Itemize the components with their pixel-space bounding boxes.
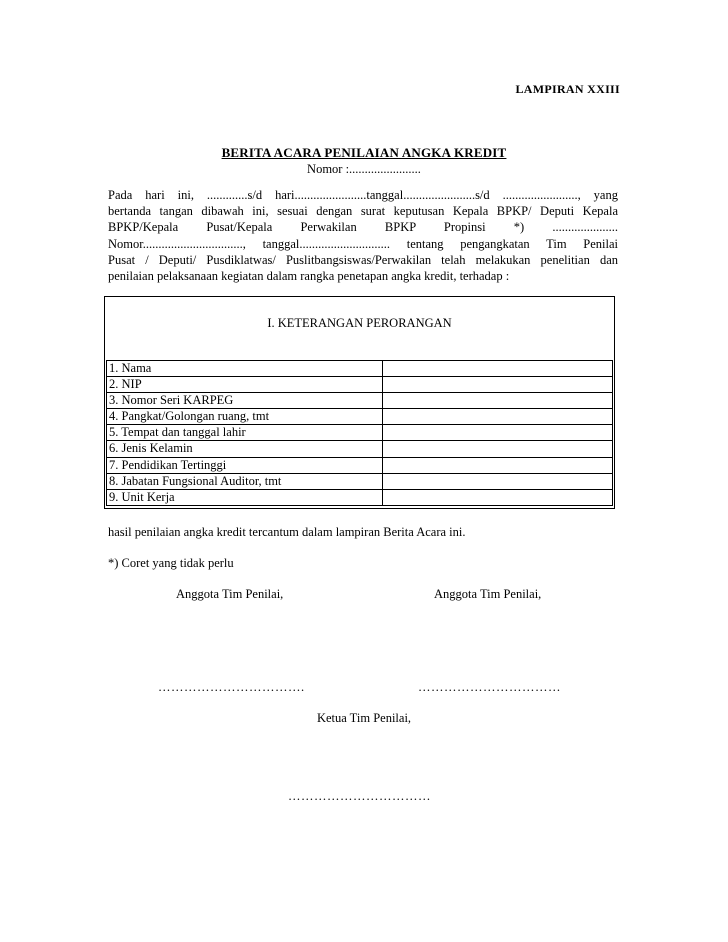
footnote: *) Coret yang tidak perlu xyxy=(108,556,234,570)
intro-paragraph xyxy=(108,187,618,284)
section-title: I. KETERANGAN PERORANGAN xyxy=(267,316,452,330)
table-row xyxy=(107,425,613,441)
table-row xyxy=(107,409,613,425)
table-row xyxy=(107,489,613,505)
row-label: 4. Pangkat/Golongan ruang, tmt xyxy=(107,409,383,425)
signature-line-left: ……………………………. xyxy=(158,680,305,694)
row-value xyxy=(383,409,613,425)
signature-line-chair: …………………………… xyxy=(288,789,431,803)
row-label: 2. NIP xyxy=(107,377,383,393)
table-row xyxy=(107,441,613,457)
table-row xyxy=(107,393,613,409)
personal-info-table xyxy=(106,360,613,506)
signatory-member-left: Anggota Tim Penilai, xyxy=(176,587,284,601)
row-label: 1. Nama xyxy=(107,361,383,377)
row-label: 3. Nomor Seri KARPEG xyxy=(107,393,383,409)
document-title: BERITA ACARA PENILAIAN ANGKA KREDIT xyxy=(221,145,507,160)
signature-line-right: …………………………… xyxy=(418,680,561,694)
row-label: 5. Tempat dan tanggal lahir xyxy=(107,425,383,441)
row-value xyxy=(383,393,613,409)
table-row xyxy=(107,473,613,489)
row-value xyxy=(383,473,613,489)
row-value xyxy=(383,489,613,505)
signatory-chair: Ketua Tim Penilai, xyxy=(316,711,412,725)
document-number: Nomor :....................... xyxy=(307,162,421,176)
table-row xyxy=(107,377,613,393)
table-row xyxy=(107,361,613,377)
intro-line: Nomor................................, tanggal............................. tentang pengangkatan Tim Penilai xyxy=(108,236,618,251)
row-value xyxy=(383,457,613,473)
intro-line: BPKP/Kepala Pusat/Kepala Perwakilan BPKP Propinsi *) ..................... xyxy=(108,220,618,235)
row-label: 6. Jenis Kelamin xyxy=(107,441,383,457)
row-value xyxy=(383,425,613,441)
intro-line: Pada hari ini, .............s/d hari.......................tanggal.......................s/d ........................, yang xyxy=(108,188,618,202)
intro-line: bertanda tangan dibawah ini, sesuai dengan surat keputusan Kepala BPKP/ Deputi Kepala xyxy=(108,204,618,219)
table-row xyxy=(107,457,613,473)
row-value xyxy=(383,361,613,377)
intro-line: penilaian pelaksanaan kegiatan dalam rangka penetapan angka kredit, terhadap : xyxy=(108,269,510,284)
signatory-member-right: Anggota Tim Penilai, xyxy=(434,587,542,601)
row-label: 9. Unit Kerja xyxy=(107,489,383,505)
row-label: 7. Pendidikan Tertinggi xyxy=(107,457,383,473)
lampiran-label: LAMPIRAN XXIII xyxy=(515,82,620,96)
row-value xyxy=(383,377,613,393)
row-value xyxy=(383,441,613,457)
result-statement: hasil penilaian angka kredit tercantum dalam lampiran Berita Acara ini. xyxy=(108,525,466,539)
intro-line: Pusat / Deputi/ Pusdiklatwas/ Puslitbangsiswas/Perwakilan telah melakukan penelitian dan xyxy=(108,252,618,267)
row-label: 8. Jabatan Fungsional Auditor, tmt xyxy=(107,473,383,489)
